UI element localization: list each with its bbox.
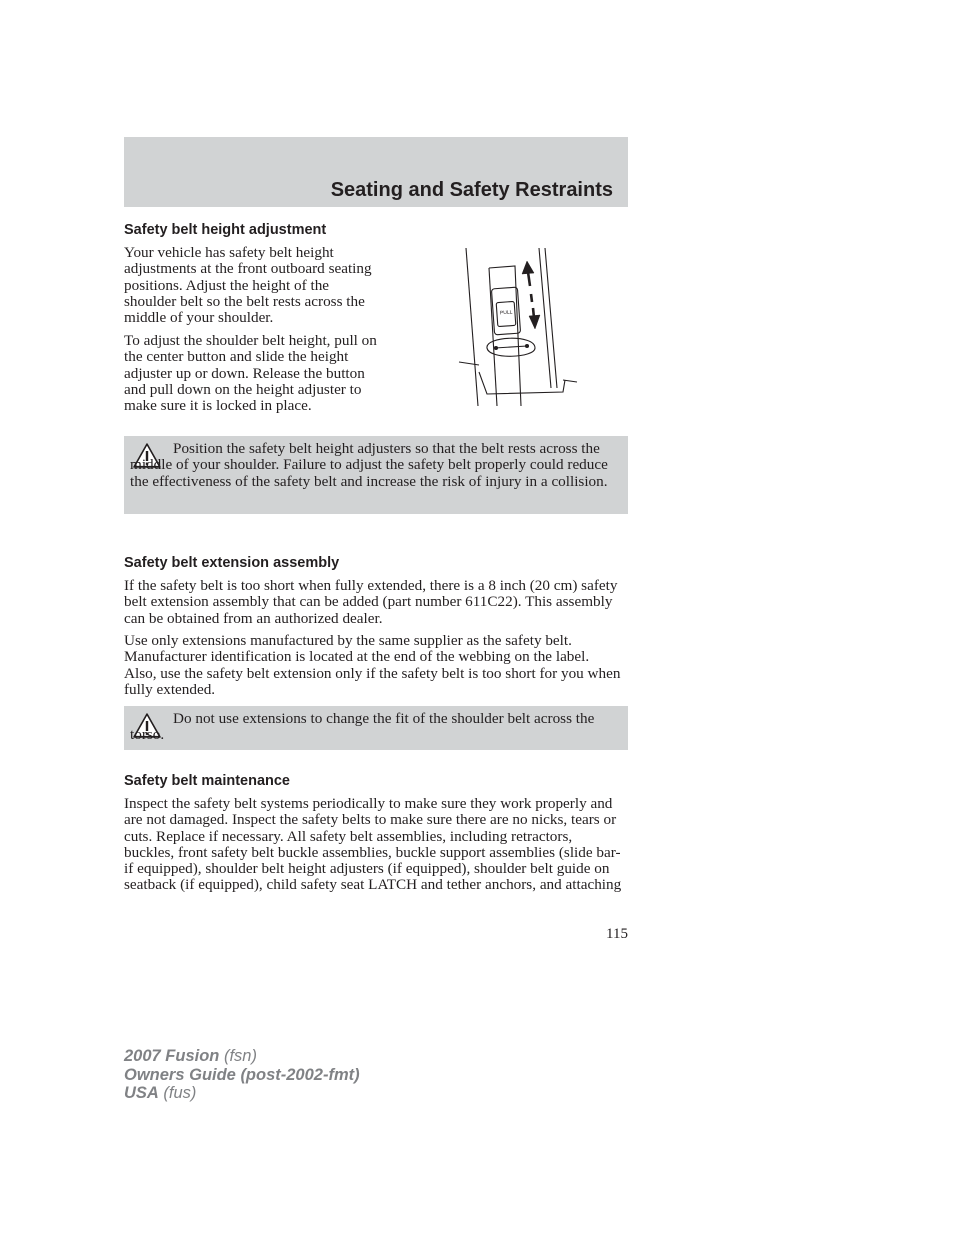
footer-line-3: [124, 1084, 360, 1103]
page-number: 115: [606, 926, 628, 942]
warning-text-height-adjuster: Position the safety belt height adjusters so that the belt rests across the middle of your shoulder. Failure to adjust the safety belt properly could reduce the effectiveness of the safety belt and increase the risk of injury in a collision.: [130, 440, 608, 490]
footer-market-code: (fus): [158, 1084, 197, 1102]
height-adjustment-para-1: Your vehicle has safety belt height adjustments at the front outboard seating positions. Adjust the height of the shoulder belt so the belt rests across the middle of your shoulder.: [124, 244, 372, 327]
extension-para-1: If the safety belt is too short when fully extended, there is a 8 inch (20 cm) safety belt extension assembly that can be added (part number 611C22). This assembly can be obtained from an authorized dealer.: [124, 577, 618, 627]
height-adjustment-para-2: To adjust the shoulder belt height, pull on the center button and slide the height adjuster up or down. Release the button and pull down on the height adjuster to make sure it is locked in place.: [124, 332, 377, 415]
maintenance-para-1: Inspect the safety belt systems periodically to make sure they work properly and are not damaged. Inspect the safety belts to make sure there are no nicks, tears or cuts. Replace if necessary. All safety belt assemblies, including retractors, buckles, front safety belt buckle assemblies, buckle support assemblies (slide bar-if equipped), shoulder belt height adjusters (if equipped), shoulder belt guide on seatback (if equipped), child safety seat LATCH and tether anchors, and attaching: [124, 795, 622, 894]
pull-label: PULL: [499, 309, 513, 317]
footer-line-1: [124, 1047, 360, 1066]
section-header-band: [124, 137, 628, 207]
warning-box-extensions: [124, 706, 628, 750]
footer-line-2: [124, 1066, 360, 1085]
belt-height-adjuster-illustration: [455, 246, 581, 408]
document-footer: [124, 1047, 360, 1103]
warning-box-height-adjuster: [124, 436, 628, 514]
heading-height-adjustment: Safety belt height adjustment: [124, 222, 327, 238]
footer-market: USA: [124, 1084, 159, 1102]
heading-maintenance: Safety belt maintenance: [124, 773, 290, 789]
heading-extension-assembly: Safety belt extension assembly: [124, 555, 340, 571]
footer-model-code: (fsn): [219, 1047, 257, 1065]
section-title: Seating and Safety Restraints: [330, 179, 613, 201]
extension-para-2: Use only extensions manufactured by the same supplier as the safety belt. Manufacturer identification is located at the end of the webbing on the label. Also, use the safety belt extension only if the safety belt is too short for you when fully extended.: [124, 632, 621, 698]
footer-guide-type: Owners Guide (post-2002-fmt): [124, 1065, 360, 1084]
warning-text-extensions: Do not use extensions to change the fit of the shoulder belt across the torso.: [130, 710, 595, 744]
footer-model: 2007 Fusion: [124, 1047, 220, 1065]
